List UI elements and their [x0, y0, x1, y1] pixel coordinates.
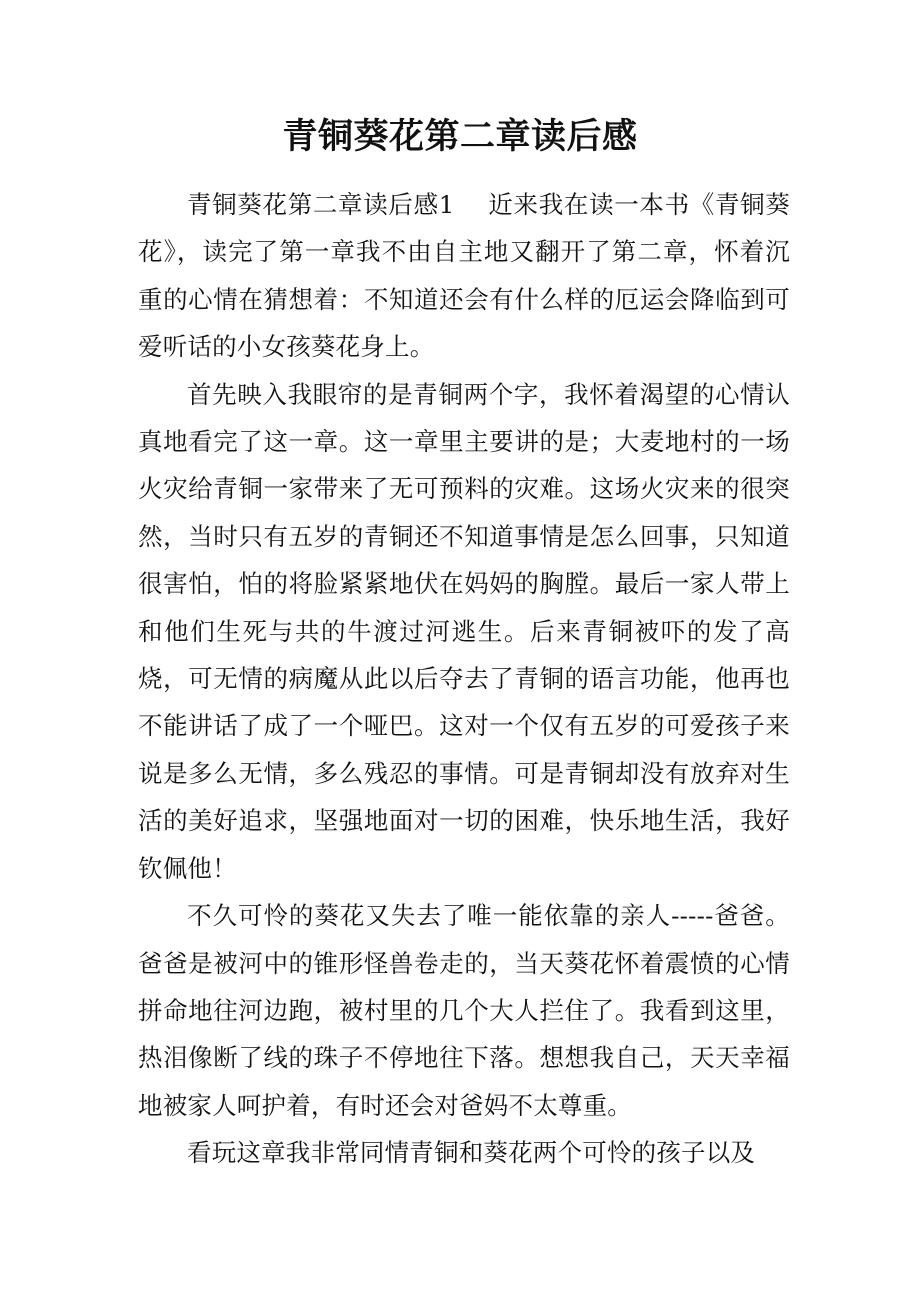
paragraph-3: 不久可怜的葵花又失去了唯一能依靠的亲人-----爸爸。爸爸是被河中的锥形怪兽卷走的，当天葵花怀着震愤的心情拼命地往河边跑，被村里的几个大人拦住了。我看到这里，热泪像断了线的珠子不停地往下落。想想我自己，天天幸福地被家人呵护着，有时还会对爸妈不太尊重。 [138, 901, 790, 1120]
document-body [138, 181, 790, 1177]
document-title: 青铜葵花第二章读后感 [282, 116, 638, 157]
paragraph-4: 看玩这章我非常同情青铜和葵花两个可怜的孩子以及 [187, 1138, 756, 1168]
paragraph-1: 青铜葵花第二章读后感1 近来我在读一本书《青铜葵花》，读完了第一章我不由自主地又翻开了第二章，怀着沉重的心情在猜想着：不知道还会有什么样的厄运会降临到可爱听话的小女孩葵花身上。 [138, 190, 790, 362]
paragraph-2: 首先映入我眼帘的是青铜两个字，我怀着渴望的心情认真地看完了这一章。这一章里主要讲的是；大麦地村的一场火灾给青铜一家带来了无可预料的灾难。这场火灾来的很突然，当时只有五岁的青铜还不知道事情是怎么回事，只知道很害怕，怕的将脸紧紧地伏在妈妈的胸膛。最后一家人带上和他们生死与共的牛渡过河逃生。后来青铜被吓的发了高烧，可无情的病魔从此以后夺去了青铜的语言功能，他再也不能讲话了成了一个哑巴。这对一个仅有五岁的可爱孩子来说是多么无情，多么残忍的事情。可是青铜却没有放弃对生活的美好追求，坚强地面对一切的困难，快乐地生活，我好钦佩他！ [138, 379, 790, 883]
